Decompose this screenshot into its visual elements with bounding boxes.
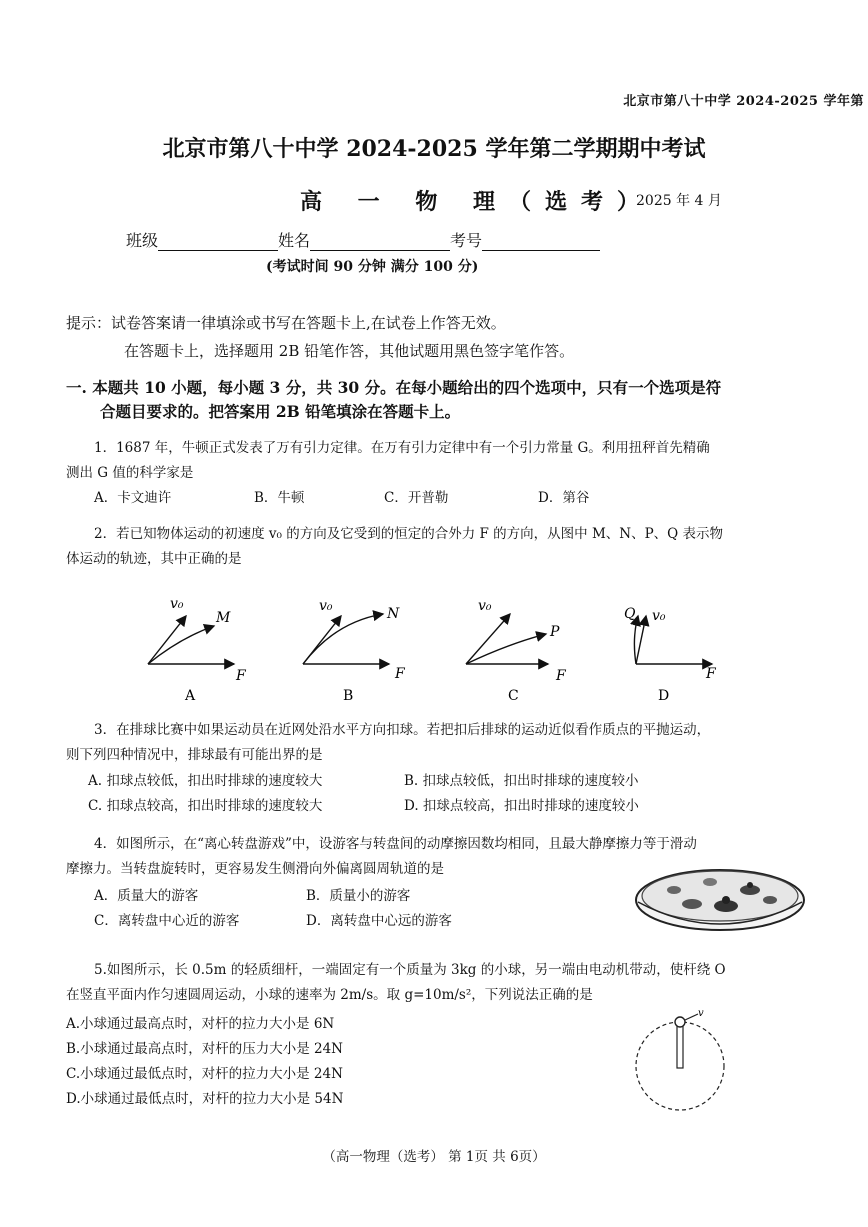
q5-option-b: B.小球通过最高点时，对杆的压力大小是 24N bbox=[66, 1041, 343, 1057]
section-heading-line-2: 合题目要求的。把答案用 2B 铅笔填涂在答题卡上。 bbox=[100, 402, 461, 421]
name-field[interactable] bbox=[310, 234, 450, 251]
id-label: 考号 bbox=[450, 231, 483, 250]
q1-option-d: D．第谷 bbox=[538, 490, 590, 506]
exam-date: 2025 年 4 月 bbox=[636, 193, 722, 209]
q3-option-c: C. 扣球点较高，扣出时排球的速度较大 bbox=[88, 798, 323, 814]
q5-text-line-1: 5.如图所示，长 0.5m 的轻质细杆，一端固定有一个质量为 3kg 的小球，另一端由电动机带动，使杆绕 O bbox=[94, 962, 726, 978]
q2-a-v0-label: v₀ bbox=[170, 596, 184, 612]
q2-figures bbox=[130, 588, 730, 706]
q2-a-f-label: F bbox=[236, 668, 246, 684]
student-info-row bbox=[126, 228, 600, 251]
q4-option-c: C．离转盘中心近的游客 bbox=[94, 913, 240, 929]
exam-timing: (考试时间 90 分钟 满分 100 分) bbox=[266, 259, 479, 275]
q2-d-f-label: F bbox=[706, 666, 716, 682]
q2-a-path-label: M bbox=[216, 610, 231, 626]
q2-d-caption: D bbox=[658, 688, 670, 704]
q2-text-line-2: 体运动的轨迹，其中正确的是 bbox=[66, 551, 242, 567]
q2-b-v0-label: v₀ bbox=[319, 598, 333, 614]
page-footer: （高一物理（选考） 第 1页 共 6页） bbox=[322, 1149, 546, 1165]
section-heading-line-1: 一. 本题共 10 小题，每小题 3 分，共 30 分。在每小题给出的四个选项中，只有一个选项是符 bbox=[66, 378, 722, 397]
q5-circle-figure bbox=[628, 1004, 748, 1116]
q2-c-f-label: F bbox=[556, 668, 566, 684]
q2-c-path-label: P bbox=[550, 624, 560, 640]
q2-d-v0-label: v₀ bbox=[652, 608, 666, 624]
q2-figure-d bbox=[624, 606, 717, 704]
q1-option-a: A．卡文迪许 bbox=[94, 490, 172, 506]
q3-option-b: B. 扣球点较低，扣出时排球的速度较小 bbox=[404, 773, 639, 789]
q3-option-a: A. 扣球点较低，扣出时排球的速度较大 bbox=[88, 773, 323, 789]
q3-option-d: D. 扣球点较高，扣出时排球的速度较小 bbox=[404, 798, 639, 814]
q1-option-c: C．开普勒 bbox=[384, 490, 449, 506]
notice-line-2: 在答题卡上，选择题用 2B 铅笔作答，其他试题用黑色签字笔作答。 bbox=[124, 342, 575, 360]
q2-figure-b bbox=[303, 598, 406, 704]
exam-title: 北京市第八十中学 2024-2025 学年第二学期期中考试 bbox=[162, 136, 706, 162]
q1-option-b: B．牛顿 bbox=[254, 490, 305, 506]
id-field[interactable] bbox=[482, 234, 600, 251]
name-label: 姓名 bbox=[278, 231, 311, 250]
q5-option-a: A.小球通过最高点时，对杆的拉力大小是 6N bbox=[66, 1016, 335, 1032]
q2-figure-a bbox=[148, 596, 247, 704]
subject-title: 高 一 物 理（选考） bbox=[300, 189, 653, 215]
q2-a-caption: A bbox=[185, 688, 196, 704]
q2-figure-c bbox=[466, 598, 567, 704]
q2-b-path-label: N bbox=[387, 606, 400, 622]
notice-line-1: 提示：试卷答案请一律填涂或书写在答题卡上,在试卷上作答无效。 bbox=[66, 314, 506, 332]
q1-text-line-1: 1．1687 年，牛顿正式发表了万有引力定律。在万有引力定律中有一个引力常量 G。利用扭秤首先精确 bbox=[94, 440, 710, 456]
header-corner-text: 北京市第八十中学 2024-2025 学年第 bbox=[623, 94, 864, 109]
q5-text-line-2: 在竖直平面内作匀速圆周运动，小球的速率为 2m/s。取 g=10m/s²，下列说法正确的是 bbox=[66, 987, 593, 1003]
q2-text-line-1: 2．若已知物体运动的初速度 v₀ 的方向及它受到的恒定的合外力 F 的方向，从图中 M、N、P、Q 表示物 bbox=[94, 526, 724, 542]
q4-text-line-2: 摩擦力。当转盘旋转时，更容易发生侧滑向外偏离圆周轨道的是 bbox=[66, 861, 444, 877]
class-label: 班级 bbox=[126, 231, 159, 250]
q2-b-caption: B bbox=[343, 688, 354, 704]
q4-option-b: B．质量小的游客 bbox=[306, 888, 411, 904]
q5-option-d: D.小球通过最低点时，对杆的拉力大小是 54N bbox=[66, 1091, 344, 1107]
q2-c-v0-label: v₀ bbox=[478, 598, 492, 614]
q3-text-line-2: 则下列四种情况中，排球最有可能出界的是 bbox=[66, 747, 323, 763]
rotating-disc-image bbox=[630, 860, 810, 942]
q2-c-caption: C bbox=[508, 688, 519, 704]
q1-text-line-2: 测出 G 值的科学家是 bbox=[66, 465, 194, 481]
q4-option-a: A．质量大的游客 bbox=[94, 888, 199, 904]
q2-d-path-label: Q bbox=[624, 606, 636, 622]
class-field[interactable] bbox=[158, 234, 278, 251]
q2-b-f-label: F bbox=[395, 666, 405, 682]
q5-v-label: v bbox=[698, 1008, 704, 1019]
q5-option-c: C.小球通过最低点时，对杆的拉力大小是 24N bbox=[66, 1066, 343, 1082]
q3-text-line-1: 3．在排球比赛中如果运动员在近网处沿水平方向扣球。若把扣后排球的运动近似看作质点的平抛运动， bbox=[94, 722, 711, 738]
q4-text-line-1: 4．如图所示，在“离心转盘游戏”中，设游客与转盘间的动摩擦因数均相同，且最大静摩擦力等于滑动 bbox=[94, 836, 697, 852]
q4-option-d: D．离转盘中心远的游客 bbox=[306, 913, 452, 929]
